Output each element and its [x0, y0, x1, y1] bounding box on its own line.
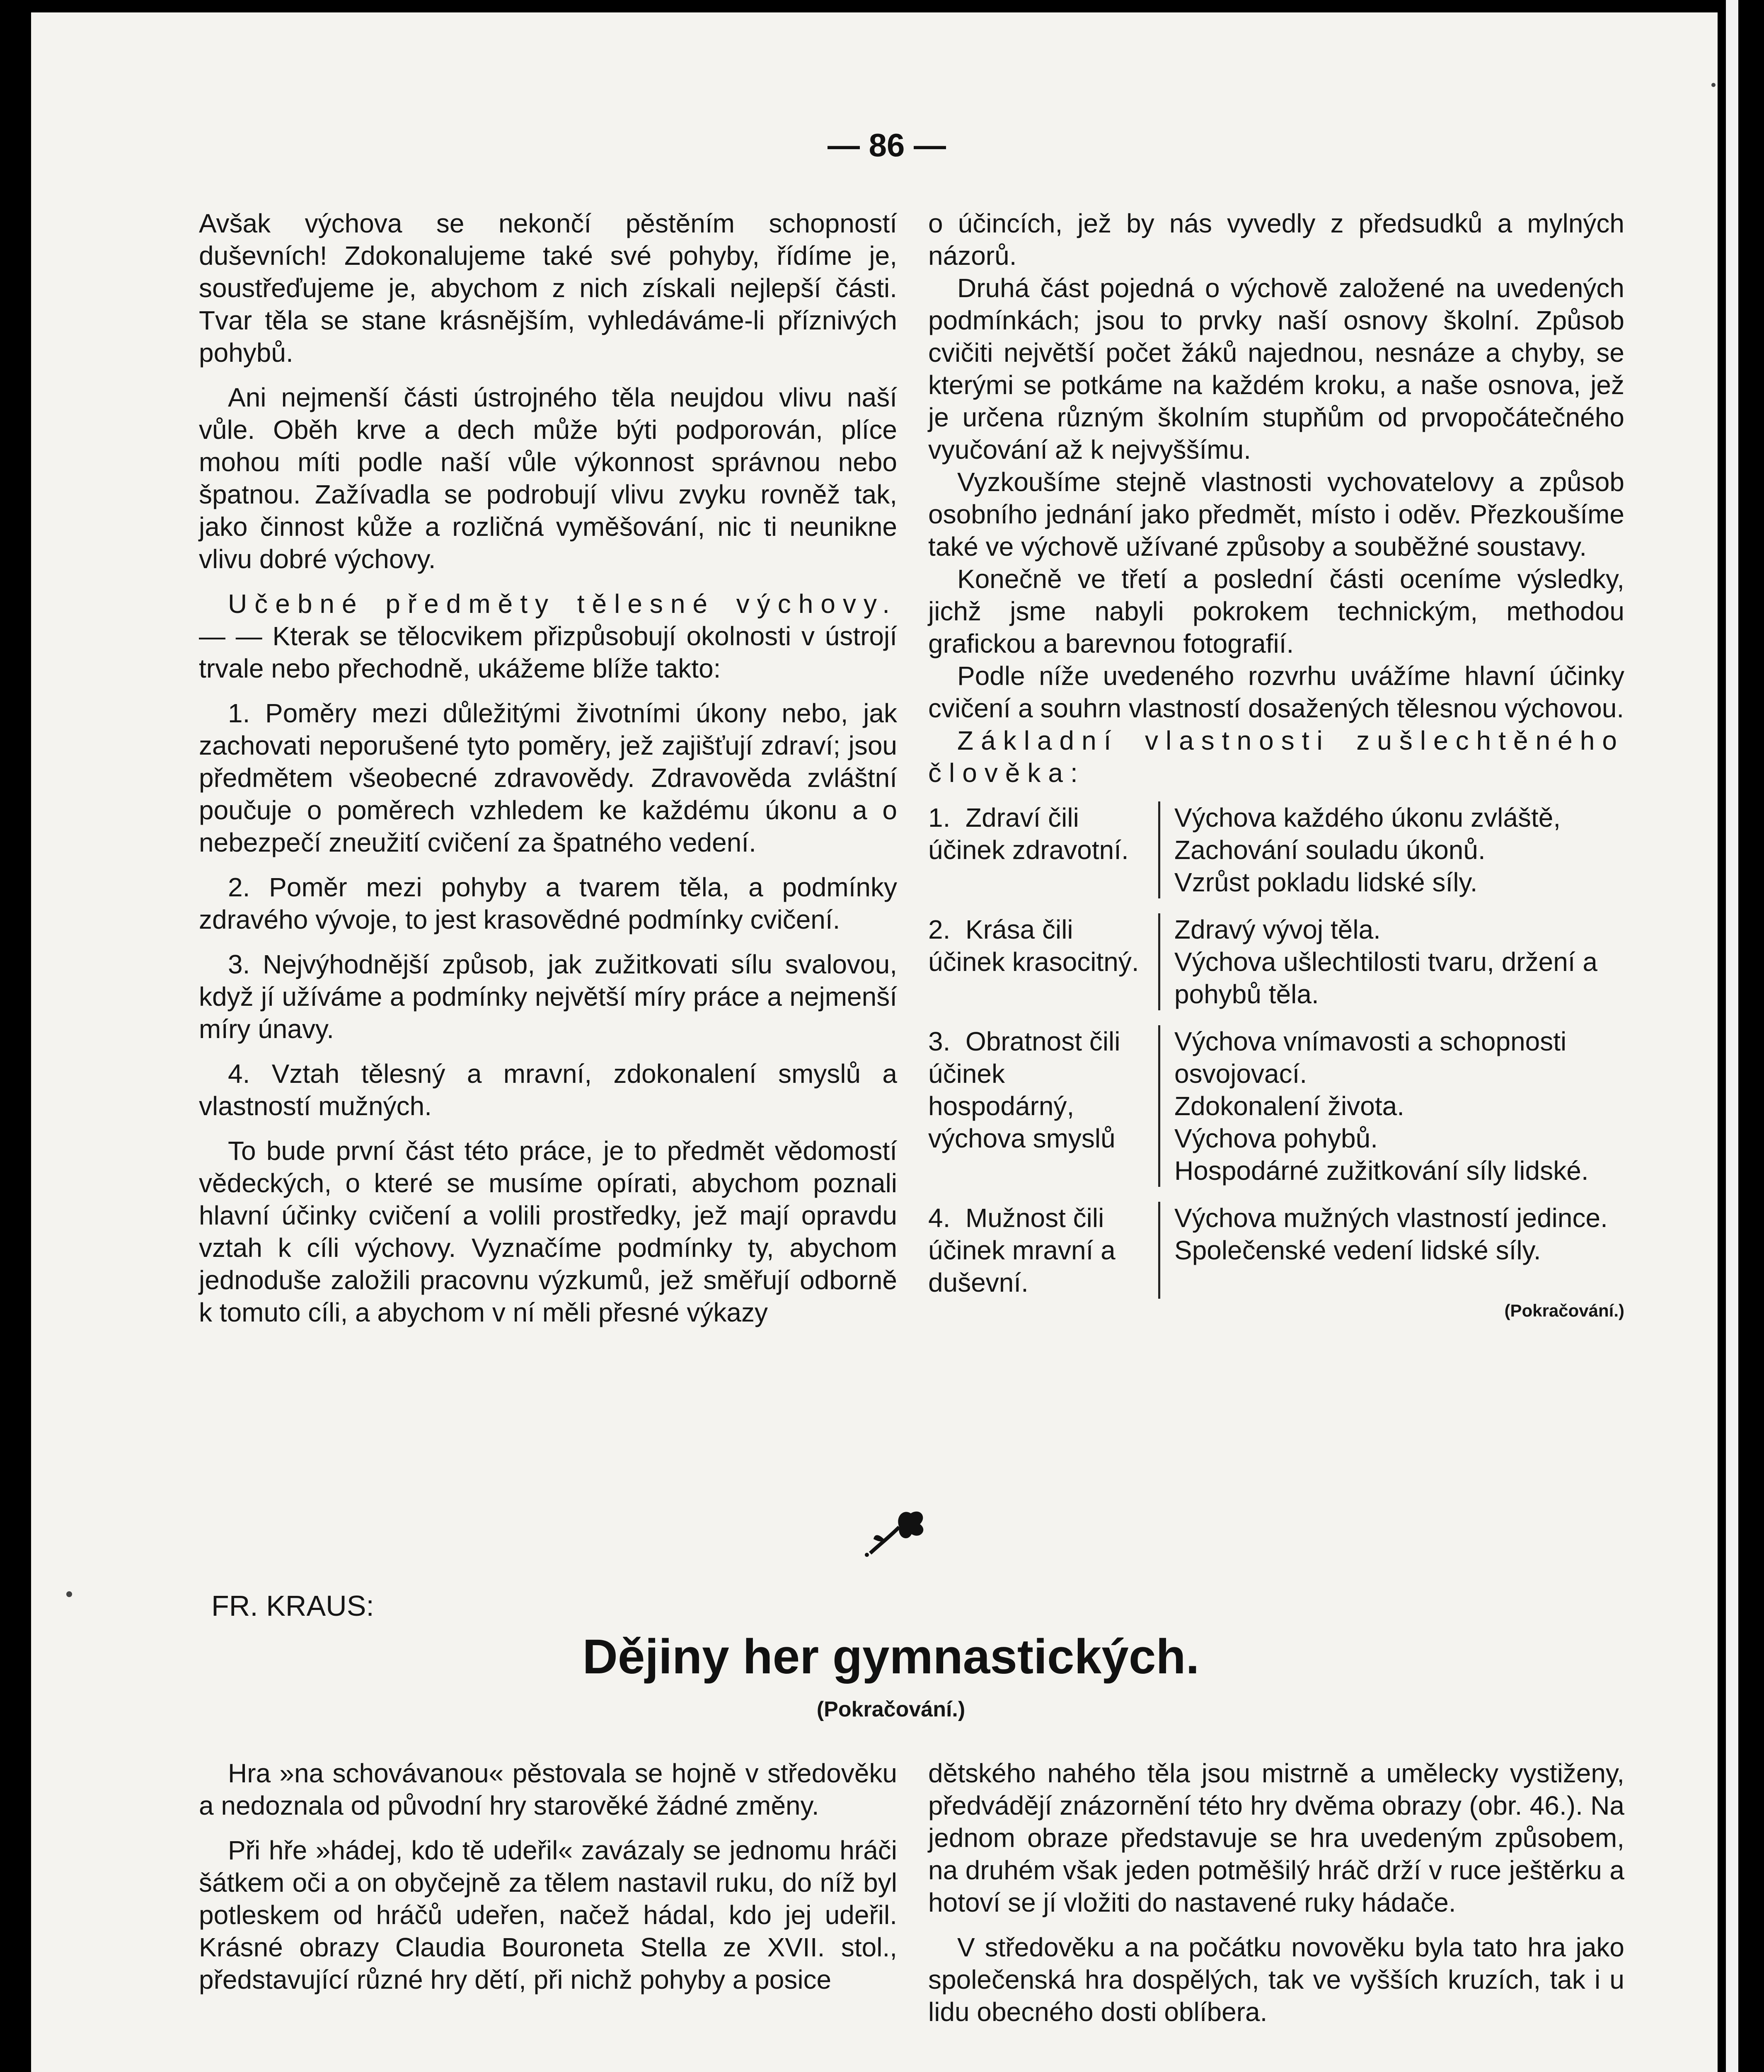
article-title: Dějiny her gymnastických.: [582, 1629, 1200, 1684]
trait-effects: [1160, 913, 1624, 1010]
article-right-column: [928, 1757, 1624, 2041]
continued-note: (Pokračování.): [816, 1697, 965, 1721]
right-column: [928, 207, 1624, 1327]
subjects-intro: — — Kterak se tělocvikem přizpůsobují okolnosti v ústrojí trvale nebo přechodně, ukážeme blíže takto:: [199, 621, 897, 683]
trait-name: [928, 1025, 1160, 1187]
trait-effects: [1160, 1202, 1624, 1299]
list-item: 4. Vztah tělesný a mravní, zdokonalení smyslů a vlastností mužných.: [199, 1059, 897, 1121]
paragraph: Konečně ve třetí a poslední části oceníme výsledky, jichž jsme nabyli pokrokem technickým, methodou grafickou a barevnou fotografií.: [928, 564, 1624, 658]
page-number: — 86 —: [827, 127, 946, 163]
trait-effect: Vzrůst pokladu lidské síly.: [1174, 867, 1478, 897]
trait-effect: Výchova pohybů.: [1174, 1123, 1378, 1153]
trait-row: [928, 801, 1624, 898]
paragraph: Vyzkoušíme stejně vlastnosti vychovatelovy a způsob osobního jednání jako předmět, místo i oděv. Přezkoušíme také ve výchově užívané způsoby a souběžné soustavy.: [928, 467, 1624, 562]
paragraph: Při hře »hádej, kdo tě udeřil« zavázaly se jednomu hráči šátkem oči a on obyčejně za tělem nastavil ruku, do níž byl potleskem od hráčů udeřen, načež hádal, kdo jej udeřil. Krásné obrazy Claudia Bouroneta Stella ze XVII. stol., představující různé hry dětí, při nichž pohyby a posice: [199, 1835, 897, 1995]
trait-number: 2.: [928, 915, 951, 944]
trait-name: [928, 801, 1160, 898]
subjects-heading: Učebné předměty tělesné výchovy.: [228, 589, 897, 619]
paragraph: dětského nahého těla jsou mistrně a umělecky vystiženy, předvádějí znázornění této hry dvěma obrazy (obr. 46.). Na jednom obraze představuje se hra uvedeným způsobem, na druhém však jeden potměšilý hráč drží v ruce ještěrku a hotoví se jí vložiti do nastavené ruky hádače.: [928, 1758, 1624, 1917]
paragraph: To bude první část této práce, je to předmět vědomostí vědeckých, o které se musíme opírati, abychom poznali hlavní účinky cvičení a volili prostředky, jež mají opravdu vztah k cíli výchovy. Vyznačíme podmínky ty, abychom jednoduše založili pracovnu výzkumů, jež směřují odborně k tomuto cíli, a abychom v ní měli přesné výkazy: [199, 1136, 897, 1327]
paragraph: V středověku a na počátku novověku byla tato hra jako společenská hra dospělých, tak ve vyšších kruzích, tak i u lidu obecného dosti oblíbera.: [928, 1932, 1624, 2027]
scan-edge-strip: [1726, 0, 1738, 2072]
trait-label: Zdraví čili účinek zdravotní.: [928, 803, 1129, 865]
trait-effect: Zachování souladu úkonů.: [1174, 835, 1486, 865]
trait-name: [928, 913, 1160, 1010]
trait-number: 3.: [928, 1026, 951, 1056]
trait-effect: Zdokonalení života.: [1174, 1091, 1404, 1121]
trait-label: Obratnost čili účinek hospodárný, výchova smyslů: [928, 1026, 1120, 1153]
trait-row: [928, 1202, 1624, 1299]
subjects-paragraph: [199, 588, 897, 685]
scan-speck: [1711, 83, 1716, 87]
scan-speck: [66, 1591, 72, 1597]
trait-effect: Zdravý vývoj těla.: [1174, 915, 1381, 944]
paragraph: o účincích, jež by nás vyvedly z předsudků a mylných názorů.: [928, 208, 1624, 271]
paragraph: Avšak výchova se nekončí pěstěním schopností duševních! Zdokonalujeme také své pohyby, řídíme je, soustřeďujeme je, abychom z nich získali nejlepší části. Tvar těla se stane krásnějším, vyhledáváme-li příznivých pohybů.: [199, 208, 897, 368]
trait-effect: Výchova každého úkonu zvláště,: [1174, 803, 1561, 833]
author-name: FR. KRAUS:: [211, 1590, 374, 1622]
paragraph: Hra »na schovávanou« pěstovala se hojně v středověku a nedoznala od původní hry starověké žádné změny.: [199, 1758, 897, 1820]
trait-effect: Společenské vedení lidské síly.: [1174, 1235, 1541, 1265]
trait-row: [928, 1025, 1624, 1187]
continued-note: (Pokračování.): [1504, 1301, 1624, 1320]
trait-effect: Výchova vnímavosti a schopnosti osvojovací.: [1174, 1026, 1567, 1089]
left-column: [199, 207, 897, 1341]
trait-effects: [1160, 1025, 1624, 1187]
flower-ornament-icon: [862, 1504, 928, 1558]
trait-number: 4.: [928, 1203, 951, 1233]
trait-label: Mužnost čili účinek mravní a duševní.: [928, 1203, 1116, 1297]
list-item: 2. Poměr mezi pohyby a tvarem těla, a podmínky zdravého vývoje, to jest krasovědné podmínky cvičení.: [199, 872, 897, 934]
trait-effect: Výchova mužných vlastností jedince.: [1174, 1203, 1608, 1233]
paragraph: Podle níže uvedeného rozvrhu uvážíme hlavní účinky cvičení a souhrn vlastností dosažených tělesnou výchovou.: [928, 661, 1624, 723]
list-item: 3. Nejvýhodnější způsob, jak zužitkovati sílu svalovou, když jí užíváme a podmínky největší míry práce a nejmenší míry únavy.: [199, 949, 897, 1044]
paragraph: Ani nejmenší části ústrojného těla neujdou vlivu naší vůle. Oběh krve a dech může býti podporován, plíce mohou míti podle naší vůle výkonnost správnou nebo špatnou. Zažívadla se podrobují vlivu zvyku rovněž tak, jako činnost kůže a rozličná vyměšování, nic ti neunikne vlivu dobré výchovy.: [199, 382, 897, 574]
trait-effect: Hospodárné zužitkování síly lidské.: [1174, 1156, 1589, 1186]
trait-row: [928, 913, 1624, 1010]
trait-label: Krása čili účinek krasocitný.: [928, 915, 1139, 977]
list-item: 1. Poměry mezi důležitými životními úkony nebo, jak zachovati neporušené tyto poměry, jež zajišťují zdraví; jsou předmětem všeobecné zdravovědy. Zdravověda zvláštní poučuje o poměrech vzhledem ke každému úkonu a o nebezpečí zneužití cvičení za špatného vedení.: [199, 698, 897, 857]
trait-effects: [1160, 801, 1624, 898]
traits-heading: Základní vlastnosti zušlechtěného člověka:: [928, 726, 1624, 788]
paragraph: Druhá část pojedná o výchově založené na uvedených podmínkách; jsou to prvky naší osnovy školní. Způsob cvičiti největší počet žáků najednou, nesnáze a chyby, se kterými se potkáme na každém kroku, a naše osnova, jež je určena různým školním stupňům od prvopočátečného vyučování až k nejvyššímu.: [928, 273, 1624, 465]
trait-name: [928, 1202, 1160, 1299]
trait-effect: Výchova ušlechtilosti tvaru, držení a pohybů těla.: [1174, 947, 1597, 1009]
article-left-column: [199, 1757, 897, 2008]
trait-number: 1.: [928, 803, 951, 833]
